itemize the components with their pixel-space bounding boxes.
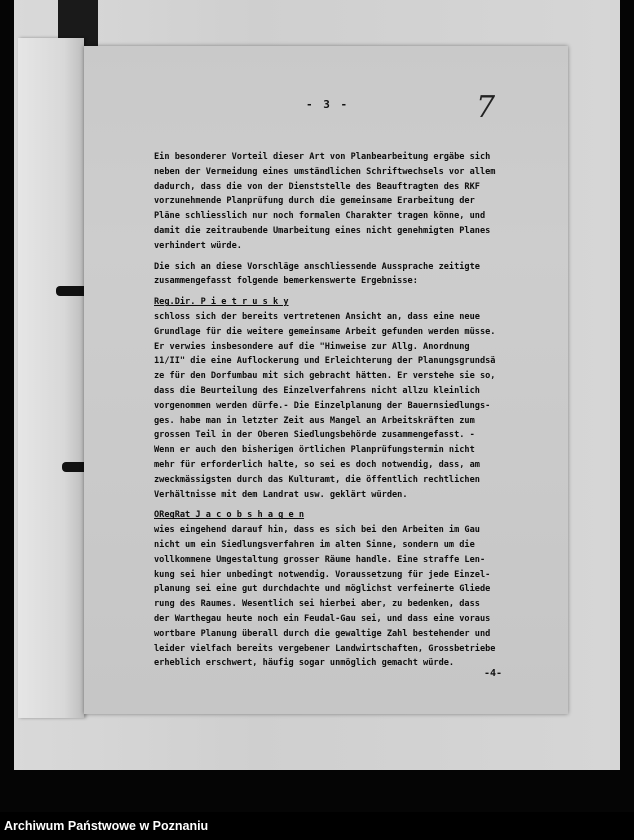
document-body: [154, 150, 560, 671]
paragraph-3: schloss sich der bereits vertretenen Ansicht an, dass eine neue Grundlage für die weitere gemeinsame Arbeit gefunden werden müsse. Er verwies insbesondere auf die "Hinweise zur Allg. Anordnung 11/II" die eine Auflockerung und Erleichterung der Planungsgrundsä ze für den Dorfumbau mit sich gebracht hätten. Er verstehe sie so, dass die Beurteilung des Einzelverfahrens nicht allzu kleinlich vorgenommen werden dürfe.- Die Einzelplanung der Bauernsiedlungs- ges. habe man in letzter Zeit aus Mangel an Arbeitskräften zum grossen Teil in der Oberen Siedlungsbehörde zusammengefasst. - Wenn er auch den bisherigen örtlichen Planprüfungstermin nicht mehr für erforderlich halte, so sei es doch notwendig, dass, am zweckmässigsten durch das Kulturamt, die öffentlich rechtlichen Verhältnisse mit dem Landrat usw. geklärt würden.: [154, 311, 496, 500]
paragraph-2: Die sich an diese Vorschläge anschliessende Aussprache zeitigte zusammengefasst folgende bemerkenswerte Ergebnisse:: [154, 261, 480, 287]
handwritten-page-number: 7: [476, 90, 496, 125]
next-page-marker: -4-: [484, 668, 503, 679]
binder-strip: [18, 38, 84, 718]
speaker-heading-jacobshagen: ORegRat J a c o b s h a g e n: [154, 510, 305, 521]
archive-caption-bar: [0, 812, 634, 840]
paragraph-1: Ein besonderer Vorteil dieser Art von Planbearbeitung ergäbe sich neben der Vermeidung eines umständlichen Schriftwechsels vor allem dadurch, dass die von der Dienststelle des Beauftragten des RKF vorzunehmende Planprüfung durch die gemeinsame Erarbeitung der Pläne schliesslich nur noch formalen Charakter tragen könne, und damit die zeitraubende Umarbeitung eines nicht genehmigten Planes verhindert würde.: [154, 152, 496, 251]
page-number: - 3 -: [306, 98, 350, 111]
typed-document: [84, 46, 568, 714]
paragraph-4: wies eingehend darauf hin, dass es sich bei den Arbeiten im Gau nicht um ein Siedlungsverfahren im alten Sinne, sondern um die vollkommene Umgestaltung grosser Räume handle. Eine straffe Len- kung sei hier unbedingt notwendig. Voraussetzung für jede Einzel- planung sei eine gut durchdachte und möglichst verfeinerte Gliede rung des Raumes. Wesentlich sei hierbei aber, zu bedenken, dass der Warthegau heute noch ein Feudal-Gau sei, und dass eine voraus wortbare Planung überall durch die gewaltige Zahl bestehender und leider vielfach bereits vergebener Landwirtschaften, Grossbetriebe erheblich erschwert, häufig sogar unmöglich gemacht würde.: [154, 525, 496, 669]
speaker-heading-pietrusky: Reg.Dir. P i e t r u s k y: [154, 297, 289, 308]
archive-label: Archiwum Państwowe w Poznaniu: [4, 819, 209, 833]
